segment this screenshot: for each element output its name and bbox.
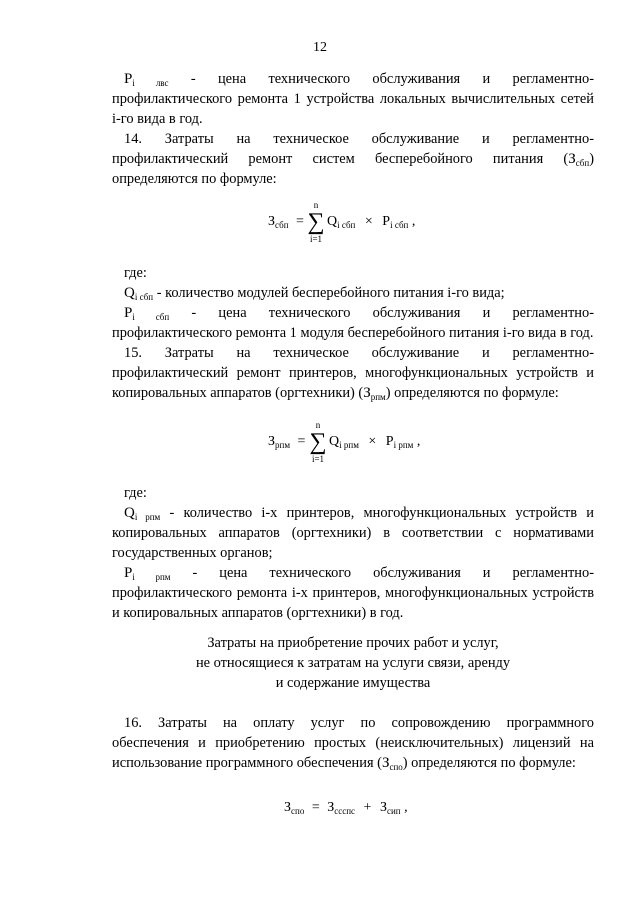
formula-rpm: $З_{рпм}$ = [268, 434, 306, 450]
section-heading: Затраты на приобретение прочих работ и услуг, [207, 635, 499, 651]
page-number: 12 [313, 40, 327, 55]
text-line: профилактического ремонта i-х принтеров, многофункциональных устройств [112, 585, 594, 601]
where-label: где: [124, 485, 147, 501]
text-line: профилактический ремонт принтеров, многофункциональных устройств и [112, 365, 594, 381]
section-heading: не относящиеся к затратам на услуги связи, аренду [195, 655, 511, 671]
definition-line: $Q_{i рпм}$ - количество i-х принтеров, многофункциональных устройств и [124, 505, 595, 522]
formula-rpm-terms: $Q_{i рпм} \times P_{i рпм}$ , [329, 434, 421, 450]
text-line: i-го вида в год. [112, 111, 203, 127]
text-line: профилактический ремонт систем бесперебойного питания $(З_{сбп})$ [112, 151, 594, 168]
text-line: государственных органов; [112, 545, 273, 561]
definition-line: $P_{i сбп}$ - цена технического обслуживания и регламентно- [124, 305, 594, 322]
section-15-heading: 15. Затраты на техническое обслуживание и регламентно- [124, 345, 594, 361]
section-heading: и содержание имущества [275, 675, 431, 691]
formula-sbp: $З_{сбп}$ = [268, 214, 304, 230]
section-14-heading: 14. Затраты на техническое обслуживание и регламентно- [124, 131, 594, 147]
text-line: профилактического ремонта 1 устройства локальных вычислительных сетей [112, 91, 594, 107]
formula-spo: $З_{спо} = З_{ссспс} + З_{сип}$ , [284, 800, 408, 816]
sum-symbol: n ∑ i=1 [309, 420, 327, 464]
section-16-heading: 16. Затраты на оплату услуг по сопровождению программного [124, 715, 594, 731]
definition-line: $P_{i рпм}$ - цена технического обслуживания и регламентно- [124, 565, 594, 582]
symbol-p: $P_{i лвс}$ [124, 71, 169, 88]
where-label: где: [124, 265, 147, 281]
text-line: и копировальных аппаратов (оргтехники) в год. [112, 605, 404, 621]
text-line: копировальных аппаратов (оргтехники) $(З_{рпм})$ определяются по формуле: [112, 385, 559, 402]
definition-line: $P_{i лвс}$ - цена технического обслуживания и регламентно- [124, 71, 595, 88]
sum-symbol: n ∑ i=1 [307, 200, 325, 244]
text-line: определяются по формуле: [112, 171, 277, 187]
text-line: профилактического ремонта 1 модуля бесперебойного питания i-го вида в год. [112, 325, 594, 341]
formula-sbp-terms: $Q_{i сбп} \times P_{i сбп}$ , [327, 214, 416, 230]
text-line: копировальных аппаратов (оргтехники) в соответствии с нормативами [112, 525, 594, 541]
text-line: обеспечения и приобретению простых (неисключительных) лицензий на [112, 735, 594, 751]
text-line: использование программного обеспечения $(З_{спо})$ определяются по формуле: [112, 755, 576, 772]
definition-line: $Q_{i сбп}$ - количество модулей бесперебойного питания i-го вида; [124, 285, 505, 302]
